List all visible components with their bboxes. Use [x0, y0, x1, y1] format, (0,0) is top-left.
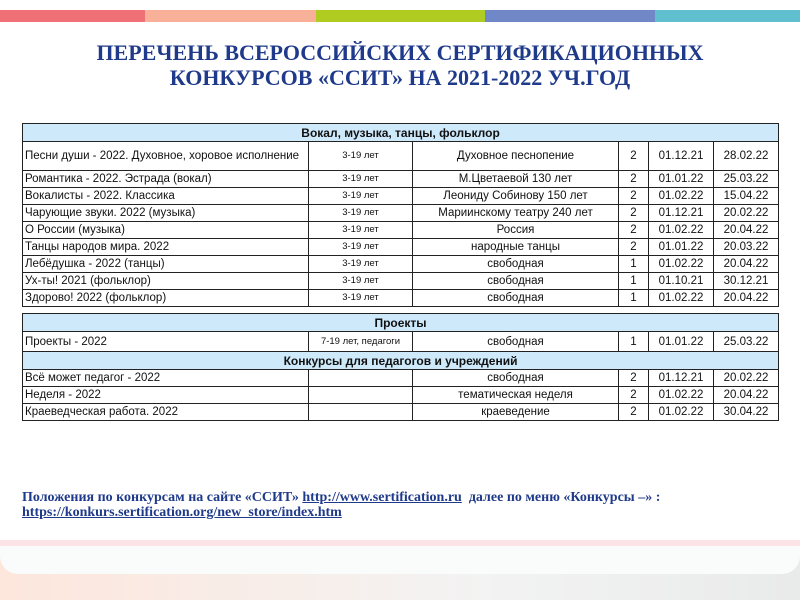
cell-theme: Мариинскому театру 240 лет	[413, 205, 619, 222]
cell-theme: свободная	[413, 256, 619, 273]
cell-age: 3-19 лет	[309, 142, 413, 171]
cell-start-date: 01.02.22	[649, 290, 714, 307]
color-segment	[485, 10, 655, 22]
cell-start-date: 01.02.22	[649, 404, 714, 421]
cell-age: 3-19 лет	[309, 222, 413, 239]
cell-age: 3-19 лет	[309, 171, 413, 188]
cell-stage: 2	[619, 171, 649, 188]
title-line-1: ПЕРЕЧЕНЬ ВСЕРОССИЙСКИХ СЕРТИФИКАЦИОННЫХ	[96, 40, 704, 65]
section-title: Проекты	[23, 314, 779, 332]
page-title	[0, 40, 800, 90]
table-row	[23, 387, 779, 404]
contests-table-teachers	[22, 351, 779, 421]
cell-stage: 1	[619, 290, 649, 307]
cell-age: 3-19 лет	[309, 256, 413, 273]
cell-start-date: 01.02.22	[649, 387, 714, 404]
contests-table-vocal	[22, 123, 779, 307]
cell-end-date: 20.03.22	[714, 239, 779, 256]
cell-stage: 2	[619, 404, 649, 421]
table-row	[23, 273, 779, 290]
table-row	[23, 404, 779, 421]
cell-start-date: 01.02.22	[649, 222, 714, 239]
cell-theme: Леониду Собинову 150 лет	[413, 188, 619, 205]
cell-age	[309, 404, 413, 421]
konkurs-link[interactable]: https://konkurs.sertification.org/new_store/index.htm	[22, 505, 342, 520]
cell-end-date: 20.02.22	[714, 205, 779, 222]
color-segment	[316, 10, 485, 22]
cell-stage: 1	[619, 273, 649, 290]
cell-contest-name: Ух-ты! 2021 (фольклор)	[23, 273, 309, 290]
cell-age: 3-19 лет	[309, 205, 413, 222]
cell-age	[309, 387, 413, 404]
section-title: Вокал, музыка, танцы, фольклор	[23, 124, 779, 142]
cell-end-date: 20.04.22	[714, 222, 779, 239]
cell-end-date: 15.04.22	[714, 188, 779, 205]
cell-stage: 1	[619, 256, 649, 273]
section-header	[23, 124, 779, 142]
cell-contest-name: О России (музыка)	[23, 222, 309, 239]
cell-theme: М.Цветаевой 130 лет	[413, 171, 619, 188]
cell-start-date: 01.02.22	[649, 188, 714, 205]
cell-age	[309, 370, 413, 387]
decorative-color-bar	[0, 10, 800, 22]
cell-contest-name: Краеведческая работа. 2022	[23, 404, 309, 421]
cell-end-date: 20.02.22	[714, 370, 779, 387]
cell-start-date: 01.12.21	[649, 370, 714, 387]
cell-end-date: 20.04.22	[714, 290, 779, 307]
cell-start-date: 01.01.22	[649, 332, 714, 352]
footer-note	[22, 490, 780, 520]
table-row	[23, 239, 779, 256]
cell-theme: краеведение	[413, 404, 619, 421]
cell-stage: 2	[619, 205, 649, 222]
cell-age: 3-19 лет	[309, 273, 413, 290]
cell-start-date: 01.02.22	[649, 256, 714, 273]
cell-contest-name: Проекты - 2022	[23, 332, 309, 352]
cell-age: 3-19 лет	[309, 290, 413, 307]
contests-table-projects	[22, 313, 779, 352]
table-row	[23, 290, 779, 307]
cell-contest-name: Лебёдушка - 2022 (танцы)	[23, 256, 309, 273]
cell-stage: 2	[619, 142, 649, 171]
section-header	[23, 314, 779, 332]
cell-stage: 2	[619, 370, 649, 387]
cell-end-date: 20.04.22	[714, 387, 779, 404]
cell-contest-name: Вокалисты - 2022. Классика	[23, 188, 309, 205]
cell-contest-name: Романтика - 2022. Эстрада (вокал)	[23, 171, 309, 188]
decorative-background	[0, 540, 800, 600]
cell-end-date: 30.04.22	[714, 404, 779, 421]
cell-start-date: 01.12.21	[649, 205, 714, 222]
footer-text-1: Положения по конкурсам на сайте «ССИТ»	[22, 490, 299, 505]
color-segment	[655, 10, 800, 22]
cell-stage: 2	[619, 188, 649, 205]
cell-theme: свободная	[413, 332, 619, 352]
cell-start-date: 01.12.21	[649, 142, 714, 171]
cell-stage: 2	[619, 239, 649, 256]
cell-end-date: 20.04.22	[714, 256, 779, 273]
cell-theme: Россия	[413, 222, 619, 239]
title-line-2: КОНКУРСОВ «ССИТ» НА 2021-2022 УЧ.ГОД	[169, 65, 631, 90]
section-header	[23, 352, 779, 370]
color-segment	[0, 10, 145, 22]
cell-theme: тематическая неделя	[413, 387, 619, 404]
cell-age: 3-19 лет	[309, 188, 413, 205]
cell-theme: свободная	[413, 290, 619, 307]
table-row	[23, 222, 779, 239]
cell-start-date: 01.01.22	[649, 171, 714, 188]
cell-contest-name: Здорово! 2022 (фольклор)	[23, 290, 309, 307]
cell-end-date: 30.12.21	[714, 273, 779, 290]
cell-start-date: 01.10.21	[649, 273, 714, 290]
cell-theme: Духовное песнопение	[413, 142, 619, 171]
cell-theme: свободная	[413, 370, 619, 387]
cell-end-date: 25.03.22	[714, 332, 779, 352]
cell-contest-name: Неделя - 2022	[23, 387, 309, 404]
cell-age: 3-19 лет	[309, 239, 413, 256]
cell-end-date: 28.02.22	[714, 142, 779, 171]
table-row	[23, 370, 779, 387]
table-row	[23, 332, 779, 352]
table-row	[23, 171, 779, 188]
cell-contest-name: Чарующие звуки. 2022 (музыка)	[23, 205, 309, 222]
cell-start-date: 01.01.22	[649, 239, 714, 256]
table-row	[23, 205, 779, 222]
cell-contest-name: Танцы народов мира. 2022	[23, 239, 309, 256]
cell-theme: народные танцы	[413, 239, 619, 256]
cell-stage: 2	[619, 387, 649, 404]
table-row	[23, 188, 779, 205]
cell-stage: 2	[619, 222, 649, 239]
cell-end-date: 25.03.22	[714, 171, 779, 188]
section-title: Конкурсы для педагогов и учреждений	[23, 352, 779, 370]
cell-age: 7-19 лет, педагоги	[309, 332, 413, 352]
cell-stage: 1	[619, 332, 649, 352]
color-segment	[145, 10, 316, 22]
table-row	[23, 256, 779, 273]
cell-theme: свободная	[413, 273, 619, 290]
table-row	[23, 142, 779, 171]
cell-contest-name: Песни души - 2022. Духовное, хоровое исполнение	[23, 142, 309, 171]
cell-contest-name: Всё может педагог - 2022	[23, 370, 309, 387]
sertification-link[interactable]: http://www.sertification.ru	[302, 490, 462, 505]
footer-text-2: далее по меню «Конкурсы –» :	[468, 490, 661, 505]
